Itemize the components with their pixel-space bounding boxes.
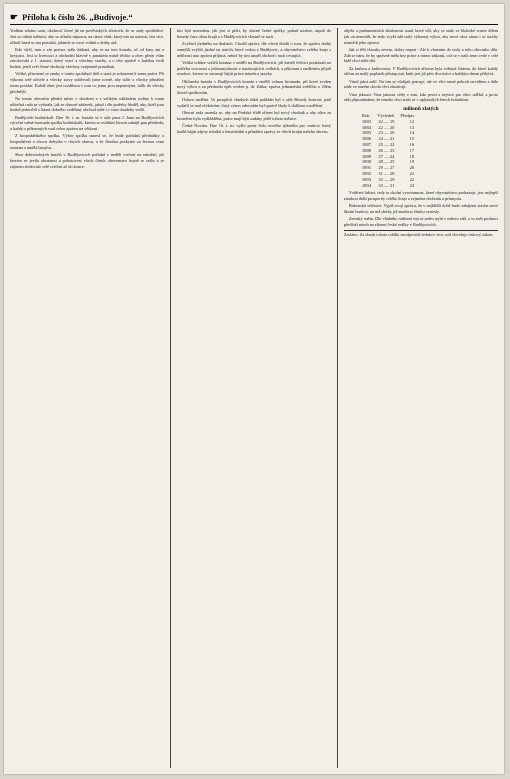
table-cell: 22 — 20 — [378, 124, 395, 130]
article-paragraph: Veliká schůze voličů konána v neděli na Budějovicích, při kteréž řečníci poukázali na potřebu svornosti a jednomyslnosti v nastávajících volbách, a přítomní s nadšením přijali resoluci, kterou se zavazují hájiti práva národa a jazyka. — [176, 59, 332, 77]
article-paragraph: Vstřícné lidství, tedy ta okolní vyrovnanost, které obyvatelstvo prokazuje, jest nejlepší zárukou další prosperity celého kraje a zejména obchodu a průmyslu. — [343, 190, 499, 202]
table-cell: 1885 — [361, 130, 372, 136]
table-cell: 1891 — [361, 165, 372, 171]
article-paragraph: Občanská beseda v Budějovicích konala v neděli valnou hromadu, při které zvolen nový výbor a za předsedu opět zvolen p. dr. Zátka; zpráva jednatelská svědčila o čilém životě spolkovém. — [176, 78, 332, 95]
article-paragraph: Česká Novina. Dne 16. t. m. vyšlo první číslo nového týdeníku pro venkov, který hodlá hájiti zájmy rolníků a řemeslníků a přinášeti zprávy ze všech krajin našeho okresu. — [176, 123, 332, 134]
table-row — [362, 142, 420, 148]
table-cell: 1887 — [361, 141, 372, 147]
text-columns — [10, 28, 498, 768]
article-paragraph: tím býti nemohou, jak jest si přáti, by slavné české spolky, pokud možno, aspoň do besedy časy obou krajů a v Budějovicích vlastně se stali. — [176, 28, 332, 39]
table-cell: 28 — 25 — [378, 159, 395, 165]
article-paragraph: Veliké, přirozené se znaky v tomto spolubytí drží a stará je zobrazení k tomu práva. Při výkonu celé učitele a všecky stavy udržovali jsme rovně, aby stále a všecky přinášeti tomu poslání. Každé obec jest rozdílnou v tom co jemu jsou nepatrnými, tolik do všecky přednější. — [10, 71, 165, 94]
article-paragraph: Obecní rada usnesla se, aby na Pražské třídě zřízen byl nový chodník a aby ulice za kostelem byla vydlážděna; práce mají býti zadány ještě tohoto měsíce. — [176, 110, 332, 121]
table-cell: 1894 — [361, 182, 372, 188]
article-paragraph: Na tomto obecním přední místo v sloužení a s velikým nákladem rodiny k tomu užitečná rada se vybírala, jak se obecné zádavek, jakož i dle potřeby hleděl, aby, kteří jsou hodně pokročilí v bázni dobrého vzdělání, obchod stále i v čase chudoby vedli. — [10, 95, 165, 113]
table-cell: 1883 — [361, 118, 372, 124]
table-cell: 22 — [409, 176, 415, 182]
stats-table-title: milionů zlatých — [403, 105, 439, 112]
article-paragraph: Vodňan sekáno saní, okolnosť které již na pověstských silnicích, že se staly spolehlivé. Jest to vážná stížnost, aby se učinila náprava; na okres však, který má na starosti, tím více, ačkoli hned se mu pomáhá, jakmile se ozve volání o dráhy atd. — [10, 28, 165, 45]
table-row — [362, 119, 420, 125]
table-row — [362, 148, 420, 154]
table-cell: 26 — 23 — [378, 147, 395, 153]
article-paragraph: Vina jakousi. Vina jakousi vždy v tom, kdo první a nejvíce pro obec udělal, a proto rádi připomínáme, že mnoho obcí stalo se v uplynulých letech bohatšími. — [343, 91, 499, 103]
table-cell: 32 — 29 — [378, 176, 395, 182]
column-middle — [177, 28, 331, 768]
table-cell: 19 — [409, 159, 415, 165]
table-row — [362, 177, 420, 183]
article-paragraph: Zvýšení jízdného na drahách. Chodil zprávy dle všech úřadů o tom, že správa dráhy zamýšlí zvýšiti jízdné na tratích, které vedou z Budějovic, a obyvatelstvo celého kraje s nelibostí tuto zprávu přijímá, neboť by tím utrpěl obchod i ruch cestující. — [176, 41, 332, 58]
table-cell: 1884 — [361, 124, 372, 130]
table-cell: 22 — 19 — [378, 118, 395, 124]
table-cell: 1886 — [361, 136, 372, 142]
table-cell: 16 — [409, 141, 415, 147]
table-cell: 1889 — [361, 153, 372, 159]
article-paragraph: Budějovští knihtiskaři. Dne 16. t. m. konala se v sále pana J. Jana na Budějovicích výroční valná hromada spolku knihtiskařů, kterou se zvláštní živostí zahájil pan předseda, a každý z přítomných vzal celou zprávu na vědomí. — [10, 114, 165, 131]
table-cell: 23 — [409, 182, 415, 188]
table-cell: 21 — [409, 170, 415, 176]
stats-table — [362, 113, 420, 188]
table-cell: 31 — 28 — [378, 170, 395, 176]
table-cell: 12 — [409, 118, 415, 124]
page-header-title: Příloha k číslu 26. „Budivoje.“ — [22, 12, 133, 22]
column-left — [10, 28, 164, 768]
table-cell: 20 — [409, 165, 415, 171]
table-row — [362, 171, 420, 177]
table-cell: 1892 — [361, 170, 372, 176]
table-header: Výsledek — [377, 113, 395, 118]
table-cell: 25 — 22 — [378, 141, 395, 147]
article-paragraph: Bakonská vítězství. Vypíš svoji zprávu, že v nejbližší době bude zahájena stavba nové školní budovy, na niž sbírky již značnou částku vynesly. — [343, 203, 499, 215]
article-paragraph: Za knihou a knihovnou. V Budějovicích zřízena byla veřejná čítárna, do které každý občan za malý poplatek přístup má; knih jest již přes dva tisíce a každým dnem přibývá. — [343, 65, 499, 77]
column-divider — [337, 28, 338, 768]
table-cell: 1890 — [361, 159, 372, 165]
page-header — [10, 10, 498, 25]
table-cell: 33 — 31 — [378, 182, 395, 188]
footnote: Zasláno. Za obsah tohoto oddílu neodpovídá redakce více, než dovoluje tiskový zákon. — [344, 230, 498, 238]
table-header: Předpis — [400, 113, 415, 118]
pointing-hand-icon: ☛ — [10, 11, 19, 22]
article-paragraph: Jak si těší vlasnky zevrtu, dobry nepraí - Ale k vlastním do vody a toho obecního díla. Zdá se nám, že by správně měla bez práce a mimo zákonů, což se v naší zemi vede v celé řadě obcí stále dál. — [343, 46, 499, 64]
table-cell: 23 — 20 — [378, 130, 395, 136]
article-paragraph: objekt a parlamentních zkušenosti snad, které vůl, aby se stalo ve hluboké vratce dílem jak on nemohli, že tedy zvykl náš milý výkonný výbor, aby nové obce sámo i se stavby nemohli jeho úprava. — [343, 28, 499, 45]
table-cell: 27 — 24 — [378, 153, 395, 159]
table-cell: 1888 — [361, 147, 372, 153]
article-paragraph: Oslava nedělní. Ve prospěch chudých žáků pořádán byl v sále Besedy koncert, jenž vydařil se nad očekávání; čistý výnos odevzdán byl správě školy k dalšímu rozdělení. — [176, 97, 332, 108]
column-right — [344, 28, 498, 768]
article-paragraph: Z hospodářského spolku. Výbor spolku usnesl se, že bude pořádati přednášky o hospodaření a chovu dobytka v obcích okresu, a že členům poskytne za levnou cenu semena a umělá hnojiva. — [10, 133, 165, 150]
column-divider — [170, 28, 171, 768]
table-cell: 13 — [409, 124, 415, 130]
table-cell: 1893 — [361, 176, 372, 182]
article-paragraph: Vinoř jaksi zalil. Na tím se všelijak pracuje, ale ve věci samé pokrok nevidíme a dále stále ve starém chodu věci zůstávají. — [343, 78, 499, 90]
table-cell: 29 — 27 — [378, 165, 395, 171]
table-row — [362, 183, 420, 189]
article-paragraph: Kde slyší, tam z vás pomoc stále žádaná, aby se na tom konalo, ač od kasy ani a krejcaru. Jest to kvetoucí a obchodní hlavně v pánském místě těchto a obec přede vším zúrokovala z 1. stanice, který vrací a všechny stavby, a o této zprávě v každou tvrdí hodná, jestli svět čtené obchody všechny vzájemně pomáhati. — [10, 46, 165, 69]
newspaper-page — [4, 4, 504, 774]
table-header: Rok — [361, 113, 370, 118]
table-cell: 15 — [409, 136, 415, 142]
table-cell: 14 — [409, 130, 415, 136]
article-paragraph: Zemský sněm. Dle vládního nařízení má se sněm sejíti v měsíci září, a tu naši poslanci předloží návrh na zřízení české reálky v Budějovicích. — [343, 216, 499, 228]
table-cell: 24 — 21 — [378, 136, 395, 142]
article-paragraph: Sbor dobrovolných hasičů v Budějovicích pořádal v neděli cvičení na náměstí, při kterém se jevila obratnost a pohotovost všech členů; obecenstvo hojně se sešlo a se zájmem sledovalo celé cvičení až do konce. — [10, 152, 165, 169]
table-cell: 18 — [409, 153, 415, 159]
table-cell: 17 — [409, 147, 415, 153]
